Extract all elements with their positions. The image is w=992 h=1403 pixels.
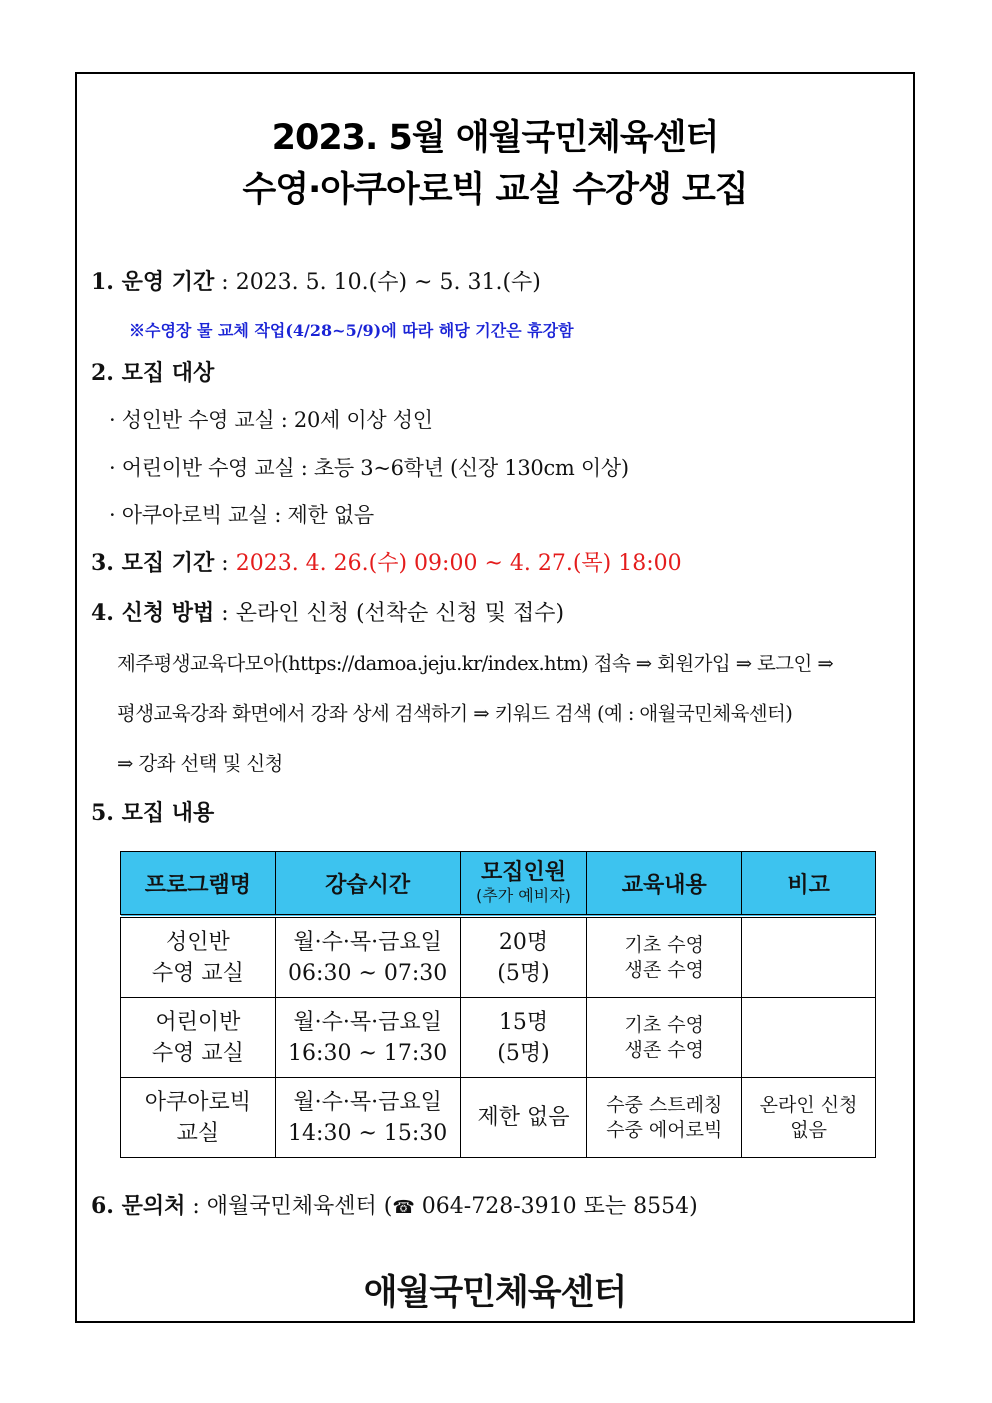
table-row [121,1078,876,1158]
cell-program: 아쿠아로빅 교실 [121,1078,276,1158]
section-1 [91,265,541,296]
header-note: 비고 [742,852,876,917]
header-program: 프로그램명 [121,852,276,917]
header-quota-sub: (추가 예비자) [476,886,571,905]
phone-icon: ☎ [392,1197,415,1218]
apply-step-line: 제주평생교육다모아(https://damoa.jeju.kr/index.htm) 접속 ⇒ 회원가입 ⇒ 로그인 ⇒ [117,652,834,675]
section-1-value: : 2023. 5. 10.(수) ~ 5. 31.(수) [214,270,541,295]
cell-quota: 제한 없음 [460,1078,587,1158]
title-line-1: 2023. 5월 애월국민체육센터 [271,118,719,158]
cell-note [742,916,876,998]
apply-step-line: ⇒ 강좌 선택 및 신청 [117,752,283,775]
cell-content: 기초 수영 생존 수영 [587,916,742,998]
header-content: 교육내용 [587,852,742,917]
program-table [120,851,876,1158]
section-4-value: : 온라인 신청 (선착순 신청 및 접수) [214,601,565,626]
closure-note: ※수영장 물 교체 작업(4/28~5/9)에 따라 해당 기간은 휴강함 [129,321,574,340]
table-row [121,998,876,1078]
section-3 [91,546,682,577]
cell-time: 월·수·목·금요일 16:30 ~ 17:30 [275,998,460,1078]
section-3-label: 3. 모집 기간 [91,550,215,576]
target-item: · 어린이반 수영 교실 : 초등 3~6학년 (신장 130cm 이상) [109,456,629,480]
target-item: · 성인반 수영 교실 : 20세 이상 성인 [109,408,433,432]
section-6-value-post: 064-728-3910 또는 8554) [414,1194,698,1219]
recruit-period: 2023. 4. 26.(수) 09:00 ~ 4. 27.(목) 18:00 [235,551,682,576]
table-header-row [121,852,876,917]
apply-step-line: 평생교육강좌 화면에서 강좌 상세 검색하기 ⇒ 키워드 검색 (예 : 애월국민체육센터) [117,702,793,725]
table-row [121,916,876,998]
cell-quota: 20명 (5명) [460,916,587,998]
section-1-label: 1. 운영 기간 [91,269,215,295]
notice-frame [75,72,915,1323]
section-4-label: 4. 신청 방법 [91,600,215,626]
section-2 [91,356,214,387]
cell-program: 어린이반 수영 교실 [121,998,276,1078]
cell-quota: 15명 (5명) [460,998,587,1078]
title-line-2: 수영·아쿠아로빅 교실 수강생 모집 [242,170,748,210]
section-2-label: 2. 모집 대상 [91,360,215,386]
header-time: 강습시간 [275,852,460,917]
header-quota [460,852,587,917]
cell-content: 수중 스트레칭 수중 에어로빅 [587,1078,742,1158]
header-quota-main: 모집인원 [480,860,566,885]
cell-content: 기초 수영 생존 수영 [587,998,742,1078]
footer-org-name: 애월국민체육센터 [363,1273,627,1313]
cell-program: 성인반 수영 교실 [121,916,276,998]
section-6 [91,1189,698,1220]
section-3-sep: : [214,551,236,576]
section-6-value-pre: : 애월국민체육센터 ( [185,1194,393,1219]
section-6-label: 6. 문의처 [91,1193,186,1219]
section-4 [91,596,564,627]
cell-time: 월·수·목·금요일 06:30 ~ 07:30 [275,916,460,998]
cell-note [742,998,876,1078]
cell-note: 온라인 신청 없음 [742,1078,876,1158]
section-5 [91,796,214,827]
cell-time: 월·수·목·금요일 14:30 ~ 15:30 [275,1078,460,1158]
target-item: · 아쿠아로빅 교실 : 제한 없음 [109,503,374,527]
section-5-label: 5. 모집 내용 [91,800,215,826]
